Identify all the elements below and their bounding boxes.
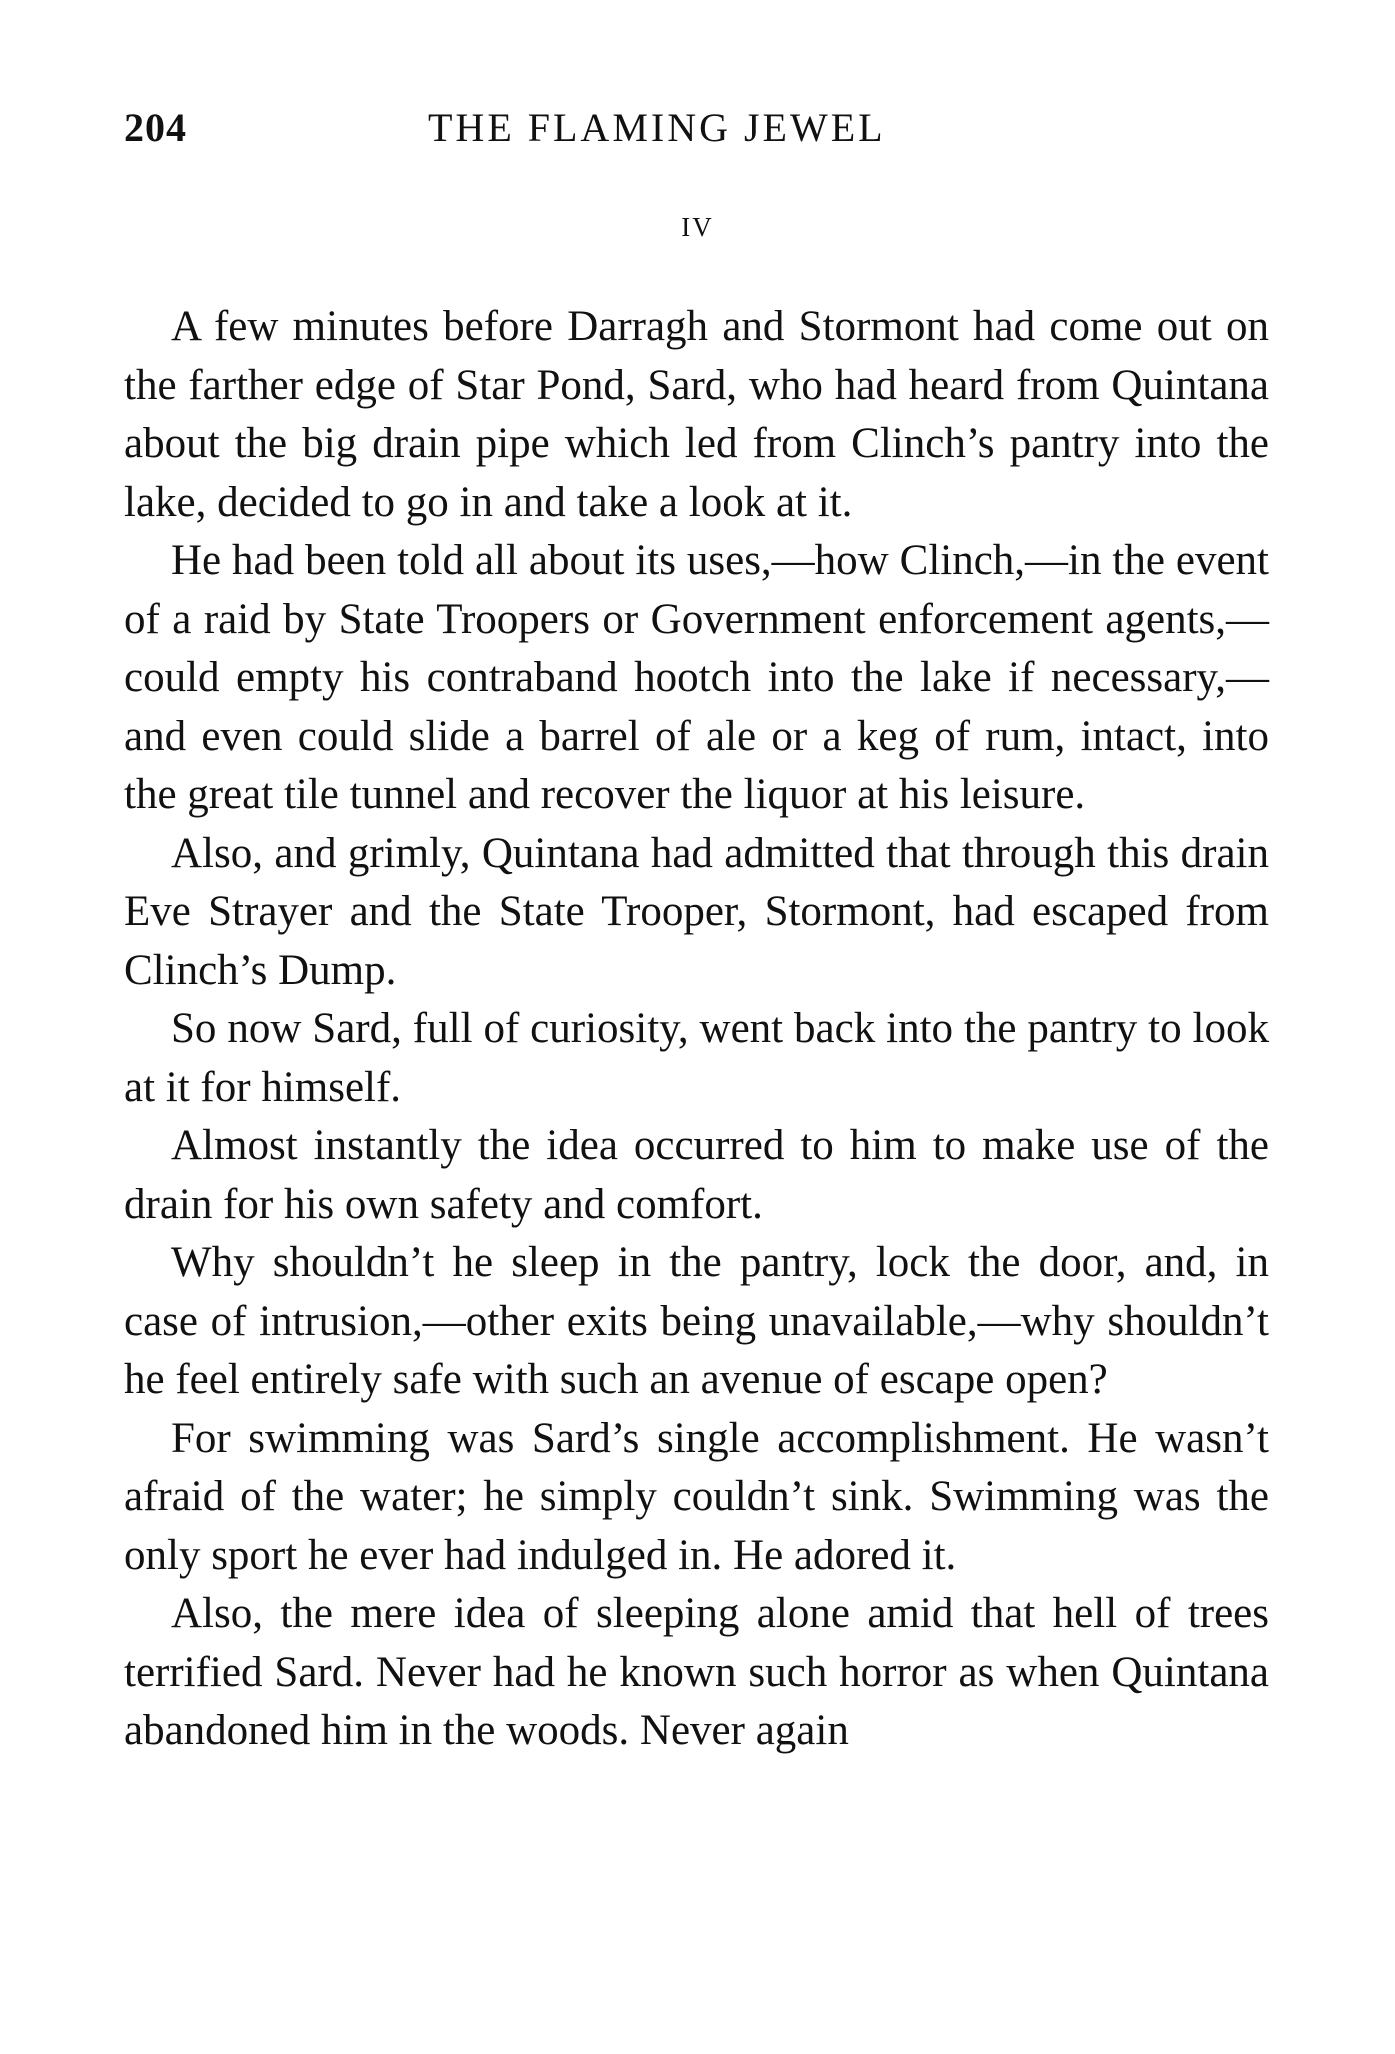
page-number: 204 [124, 105, 187, 150]
paragraph-5: Almost instantly the idea occurred to him to make use of the drain for his own safety and comfort. [124, 1122, 1269, 1228]
paragraph-1: A few minutes before Darragh and Stormont had come out on the farther edge of Star Pond, Sard, who had heard from Quintana about the big drain pipe which led from Clinch’s pantry into the lake, decided to go in and take a look at it. [124, 303, 1269, 526]
running-title: THE FLAMING JEWEL [428, 105, 886, 150]
section-number: IV [681, 212, 714, 242]
page-header [124, 104, 1269, 164]
paragraph-3: Also, and grimly, Quintana had admitted that through this drain Eve Strayer and the State Trooper, Stormont, had escaped from Clinch’s Dump. [124, 829, 1269, 994]
paragraph-4: So now Sard, full of curiosity, went back into the pantry to look at it for himself. [124, 1005, 1269, 1111]
paragraph-6: Why shouldn’t he sleep in the pantry, lock the door, and, in case of intrusion,—other exits being unavailable,—why shouldn’t he feel entirely safe with such an avenue of escape open? [124, 1239, 1269, 1403]
paragraph-8: Also, the mere idea of sleeping alone amid that hell of trees terrified Sard. Never had he known such horror as when Quintana abandoned him in the woods. Never again [124, 1590, 1269, 1754]
paragraph-7: For swimming was Sard’s single accomplishment. He wasn’t afraid of the water; he simply couldn’t sink. Swimming was the only sport he ever had indulged in. He adored it. [124, 1414, 1269, 1579]
paragraph-2: He had been told all about its uses,—how Clinch,—in the event of a raid by State Troopers or Government enforcement agents,—could empty his contraband hootch into the lake if necessary,—and even could slide a barrel of ale or a keg of rum, intact, into the great tile tunnel and recover the liquor at his leisure. [124, 537, 1269, 818]
body-text [124, 298, 1269, 1761]
